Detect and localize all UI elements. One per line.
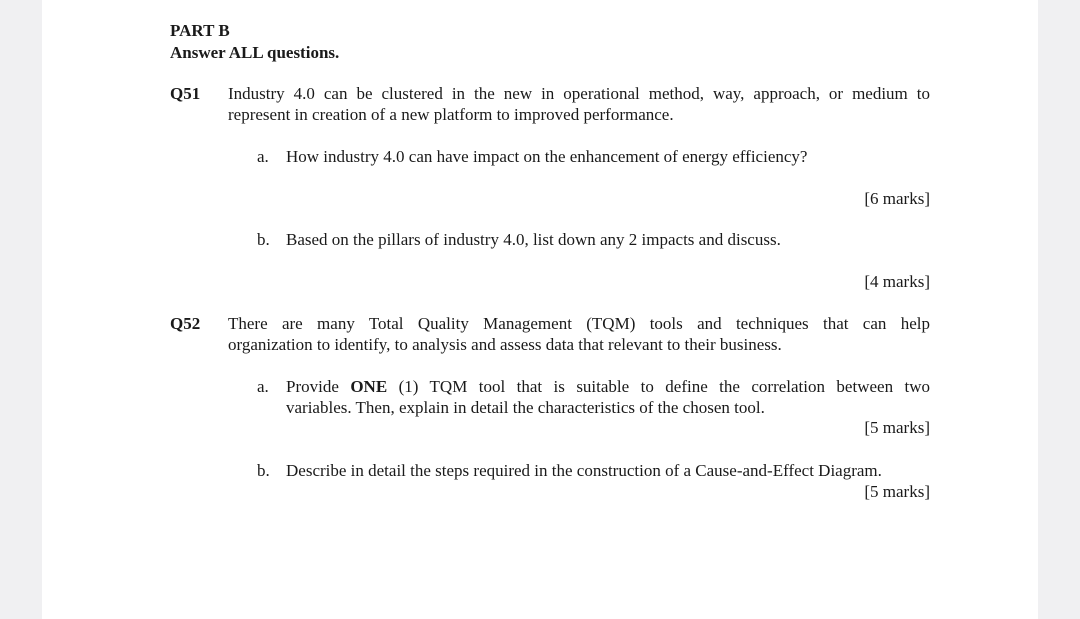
question-stem-line: represent in creation of a new platform to improved performance. bbox=[228, 105, 674, 124]
question-stem-line: Industry 4.0 can be clustered in the new in operational method, way, approach, or medium to bbox=[228, 84, 930, 103]
question-stem-q51 bbox=[228, 83, 930, 125]
subquestion-text: Based on the pillars of industry 4.0, list down any 2 impacts and discuss. bbox=[286, 230, 781, 249]
subquestion-text: Describe in detail the steps required in the construction of a Cause-and-Effect Diagram. bbox=[286, 461, 882, 480]
text-run: (1) TQM tool that is suitable to define the correlation between two bbox=[387, 377, 930, 396]
question-stem-line: There are many Total Quality Management (TQM) tools and techniques that can help bbox=[228, 314, 930, 333]
instruction: Answer ALL questions. bbox=[170, 43, 340, 62]
part-title: PART B bbox=[170, 21, 230, 40]
subquestion-line: variables. Then, explain in detail the characteristics of the chosen tool. bbox=[286, 398, 765, 417]
question-stem-line: organization to identify, to analysis and assess data that relevant to their business. bbox=[228, 335, 782, 354]
question-stem-q52 bbox=[228, 313, 930, 355]
subquestion-text: How industry 4.0 can have impact on the enhancement of energy efficiency? bbox=[286, 147, 808, 166]
text-run: Provide bbox=[286, 377, 351, 396]
question-number-q52: Q52 bbox=[170, 314, 201, 333]
question-number-q51: Q51 bbox=[170, 84, 201, 103]
marks-label: [6 marks] bbox=[864, 189, 930, 208]
subquestion-text bbox=[286, 376, 930, 418]
marks-label: [5 marks] bbox=[864, 482, 930, 501]
subquestion-letter: a. bbox=[257, 147, 269, 166]
subquestion-letter: b. bbox=[257, 230, 270, 249]
subquestion-letter: a. bbox=[257, 377, 269, 396]
subquestion-letter: b. bbox=[257, 461, 270, 480]
marks-label: [4 marks] bbox=[864, 272, 930, 291]
subquestion-line bbox=[286, 376, 930, 397]
emphasis-text: ONE bbox=[350, 377, 388, 396]
marks-label: [5 marks] bbox=[864, 418, 930, 437]
document-page bbox=[42, 0, 1038, 619]
